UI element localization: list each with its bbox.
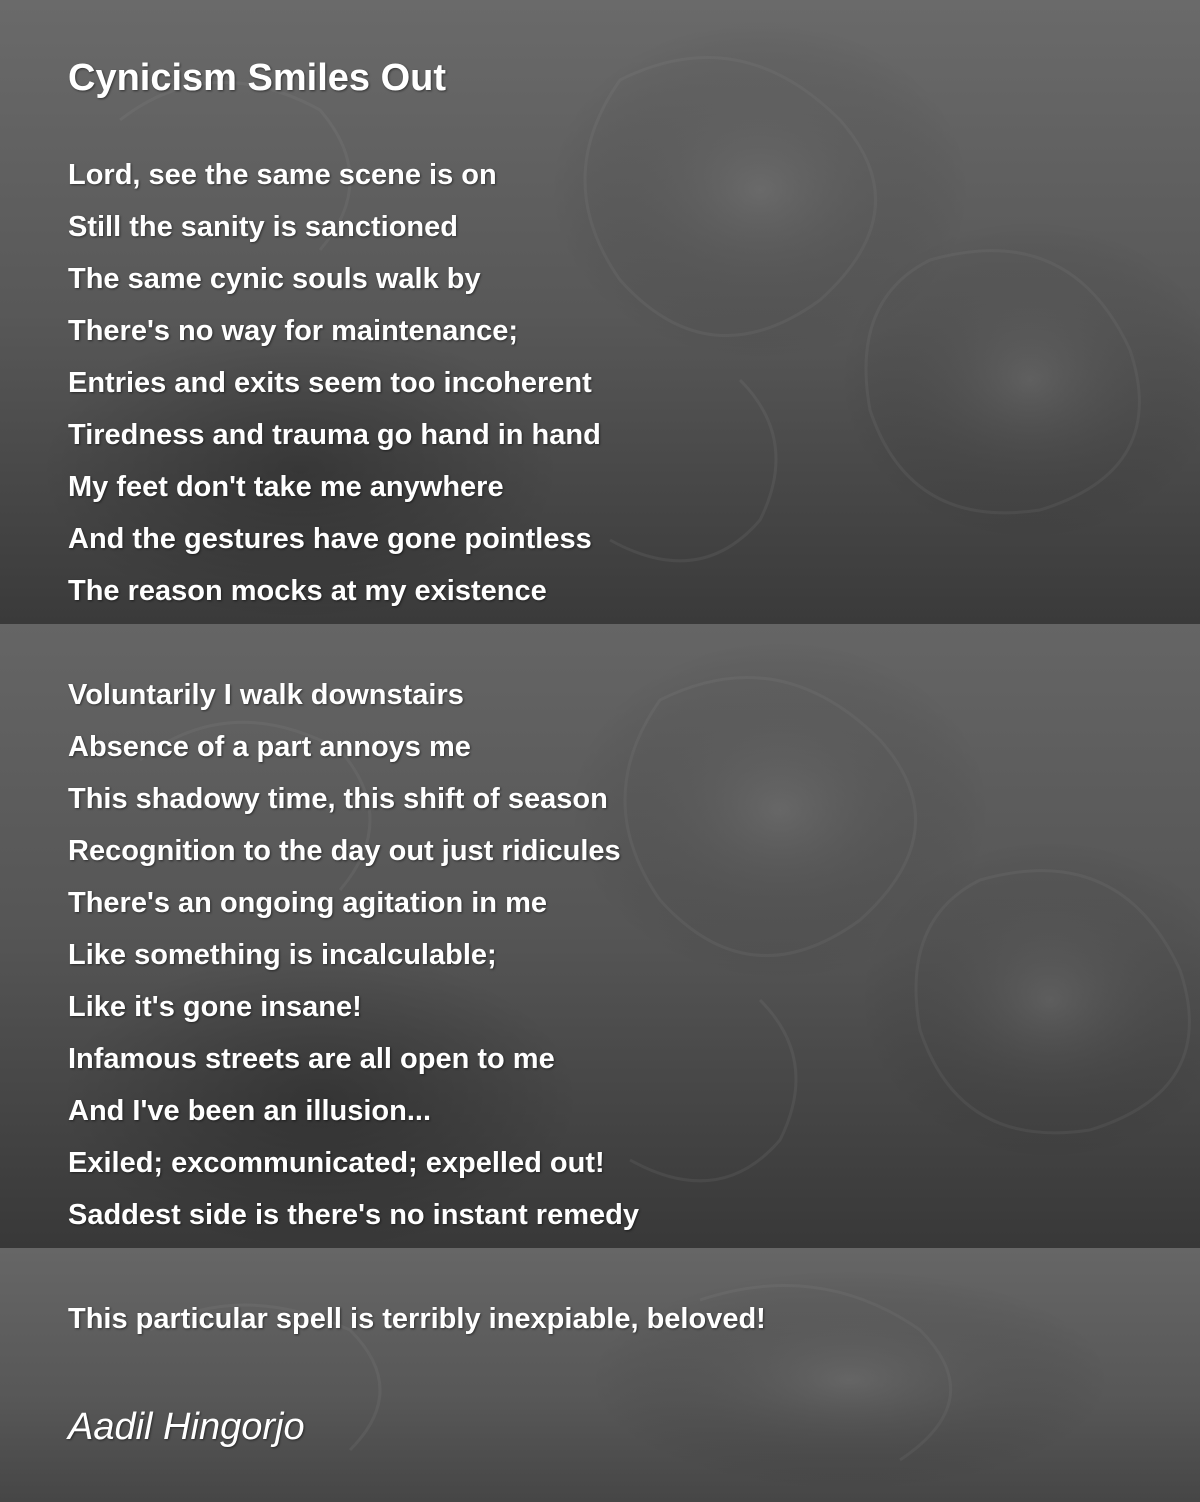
poem-line: There's no way for maintenance; bbox=[68, 315, 519, 347]
poem-author: Aadil Hingorjo bbox=[68, 1406, 305, 1448]
poem-title: Cynicism Smiles Out bbox=[68, 57, 447, 99]
poem-line: The same cynic souls walk by bbox=[68, 263, 481, 295]
poem-line: Like it's gone insane! bbox=[68, 991, 362, 1023]
poem-line: Infamous streets are all open to me bbox=[68, 1043, 555, 1075]
poem-line: And the gestures have gone pointless bbox=[68, 523, 592, 555]
poem-line: Voluntarily I walk downstairs bbox=[68, 679, 464, 711]
poem-line: Tiredness and trauma go hand in hand bbox=[68, 419, 601, 451]
poem-line: Saddest side is there's no instant remedy bbox=[68, 1199, 639, 1231]
poem-line: Still the sanity is sanctioned bbox=[68, 211, 458, 243]
poem-line: Exiled; excommunicated; expelled out! bbox=[68, 1147, 605, 1179]
poem-line: There's an ongoing agitation in me bbox=[68, 887, 547, 919]
poem-line: Absence of a part annoys me bbox=[68, 731, 471, 763]
poem-line: My feet don't take me anywhere bbox=[68, 471, 504, 503]
poem-line: Like something is incalculable; bbox=[68, 939, 497, 971]
poem-line: This particular spell is terribly inexpiable, beloved! bbox=[68, 1303, 766, 1335]
poem-line: And I've been an illusion... bbox=[68, 1095, 432, 1127]
poem-line: The reason mocks at my existence bbox=[68, 575, 547, 607]
poem-line: This shadowy time, this shift of season bbox=[68, 783, 608, 815]
poem-line: Recognition to the day out just ridicules bbox=[68, 835, 621, 867]
poem-line: Entries and exits seem too incoherent bbox=[68, 367, 592, 399]
poem-line: Lord, see the same scene is on bbox=[68, 159, 497, 191]
